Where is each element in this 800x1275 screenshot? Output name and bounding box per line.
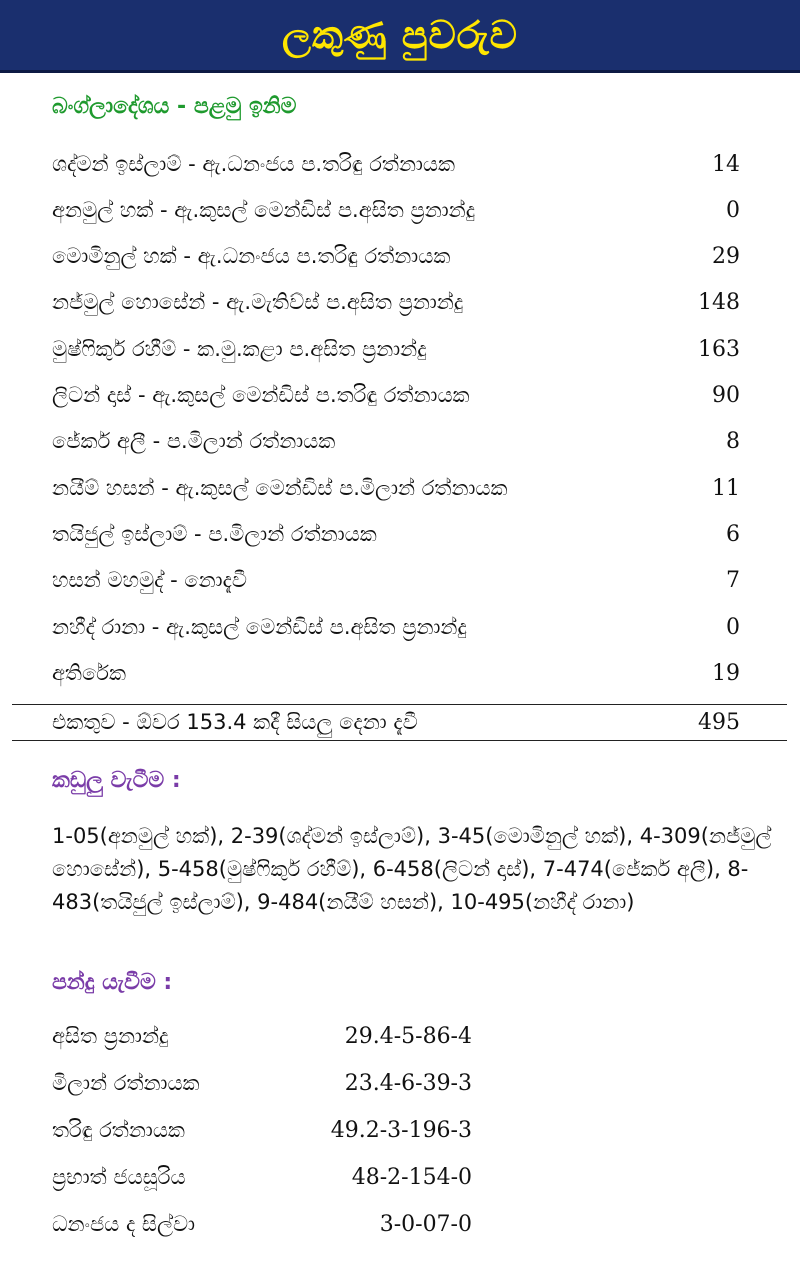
batting-row bbox=[52, 468, 740, 508]
runs-value: 163 bbox=[698, 336, 740, 362]
dismissal-text: අතිරේක bbox=[52, 660, 127, 685]
bowling-row bbox=[52, 1204, 472, 1244]
dismissal-text: ලිටන් දාස් - ඇ.කුසල් මෙන්ඩිස් ප.තරිඳු රත්නායක bbox=[52, 383, 470, 407]
dismissal-text: නජ්මුල් හොසේන් - ඇ.මැතිව්ස් ප.අසිත ප්‍රනාන්දු bbox=[52, 290, 464, 315]
runs-value: 14 bbox=[712, 151, 740, 177]
batting-row bbox=[52, 237, 740, 277]
dismissal-text: හසන් මහමුද් - නොදැවී bbox=[52, 568, 248, 593]
total-bottom-divider bbox=[12, 740, 787, 741]
batting-row bbox=[52, 561, 740, 601]
bowling-row bbox=[52, 1110, 472, 1150]
batting-row bbox=[52, 329, 740, 369]
bowler-name: අසිත ප්‍රනාන්දු bbox=[52, 1023, 169, 1048]
dismissal-text: මොමිනුල් හක් - ඇ.ධනංජය ප.තරිඳු රත්නායක bbox=[52, 244, 451, 269]
bowling-row bbox=[52, 1063, 472, 1103]
bowling-figures: 49.2-3-196-3 bbox=[330, 1117, 472, 1143]
title-banner bbox=[0, 0, 800, 73]
bowling-figures: 48-2-154-0 bbox=[351, 1164, 472, 1190]
runs-value: 8 bbox=[726, 429, 740, 455]
dismissal-text: අනමුල් හක් - ඇ.කුසල් මෙන්ඩිස් ප.අසිත ප්‍රනාන්දු bbox=[52, 197, 476, 222]
total-label: එකතුව - ඕවර 153.4 කදී සියලු දෙනා දැවී bbox=[52, 709, 418, 734]
bowling-heading: පන්දු යැවීම : bbox=[52, 970, 173, 995]
bowling-row bbox=[52, 1016, 472, 1056]
runs-value: 0 bbox=[726, 614, 740, 640]
dismissal-text: මුෂ්ෆිකුර් රහීම් - ක.මු.කළා ප.අසිත ප්‍රනාන්දු bbox=[52, 336, 427, 361]
bowling-row bbox=[52, 1157, 472, 1197]
runs-value: 11 bbox=[712, 475, 740, 501]
dismissal-text: ජේකර් අලී - ප.මිලාන් රත්නායක bbox=[52, 429, 336, 454]
page-title: ලකුණු පුවරුව bbox=[282, 12, 518, 57]
bowling-figures: 3-0-07-0 bbox=[379, 1211, 472, 1237]
batting-row bbox=[52, 653, 740, 693]
dismissal-text: ශද්මන් ඉස්ලාම් - ඇ.ධනංජය ප.තරිඳු රත්නායක bbox=[52, 151, 456, 176]
runs-value: 29 bbox=[712, 244, 740, 270]
batting-row bbox=[52, 190, 740, 230]
bowling-figures: 23.4-6-39-3 bbox=[344, 1070, 472, 1096]
bowling-figures: 29.4-5-86-4 bbox=[344, 1023, 472, 1049]
runs-value: 148 bbox=[698, 290, 740, 316]
bowler-name: ප්‍රභාත් ජයසූරිය bbox=[52, 1164, 186, 1189]
batting-row bbox=[52, 422, 740, 462]
bowler-name: තරිඳු රත්නායක bbox=[52, 1117, 185, 1142]
total-row bbox=[52, 702, 740, 742]
bowler-name: මිලාන් රත්නායක bbox=[52, 1070, 200, 1095]
runs-value: 7 bbox=[726, 568, 740, 594]
runs-value: 19 bbox=[712, 660, 740, 686]
runs-value: 0 bbox=[726, 197, 740, 223]
runs-value: 6 bbox=[726, 521, 740, 547]
fall-of-wickets-text: 1-05(අනමුල් හක්), 2-39(ශද්මන් ඉස්ලාම්), 3-45(මොමිනුල් හක්), 4-309(නජ්මුල් හොසේන්), 5-458(මුෂ්ෆිකුර් රහීම්), 6-458(ලිටන් දාස්), 7-474(ජේකර් අලී), 8-483(තයිජුල් ඉස්ලාම්), 9-484(නයීම් හසන්), 10-495(නහීද් රානා) bbox=[52, 824, 772, 914]
bowler-name: ධනංජය ද සිල්වා bbox=[52, 1211, 196, 1236]
batting-row bbox=[52, 376, 740, 416]
batting-row bbox=[52, 514, 740, 554]
dismissal-text: නයීම් හසන් - ඇ.කුසල් මෙන්ඩිස් ප.මිලාන් රත්නායක bbox=[52, 475, 508, 500]
runs-value: 90 bbox=[712, 383, 740, 408]
batting-row bbox=[52, 283, 740, 323]
innings-heading: බංග්ලාදේශය - පළමු ඉනිම bbox=[52, 94, 297, 119]
dismissal-text: නහීද් රානා - ඇ.කුසල් මෙන්ඩිස් ප.අසිත ප්‍රනාන්දු bbox=[52, 614, 467, 639]
batting-row bbox=[52, 607, 740, 647]
fall-of-wickets-heading: කඩුලු වැටීම : bbox=[52, 768, 181, 793]
batting-row bbox=[52, 144, 740, 184]
total-runs: 495 bbox=[698, 709, 740, 735]
dismissal-text: තයිජුල් ඉස්ලාම් - ප.මිලාන් රත්නායක bbox=[52, 521, 377, 546]
